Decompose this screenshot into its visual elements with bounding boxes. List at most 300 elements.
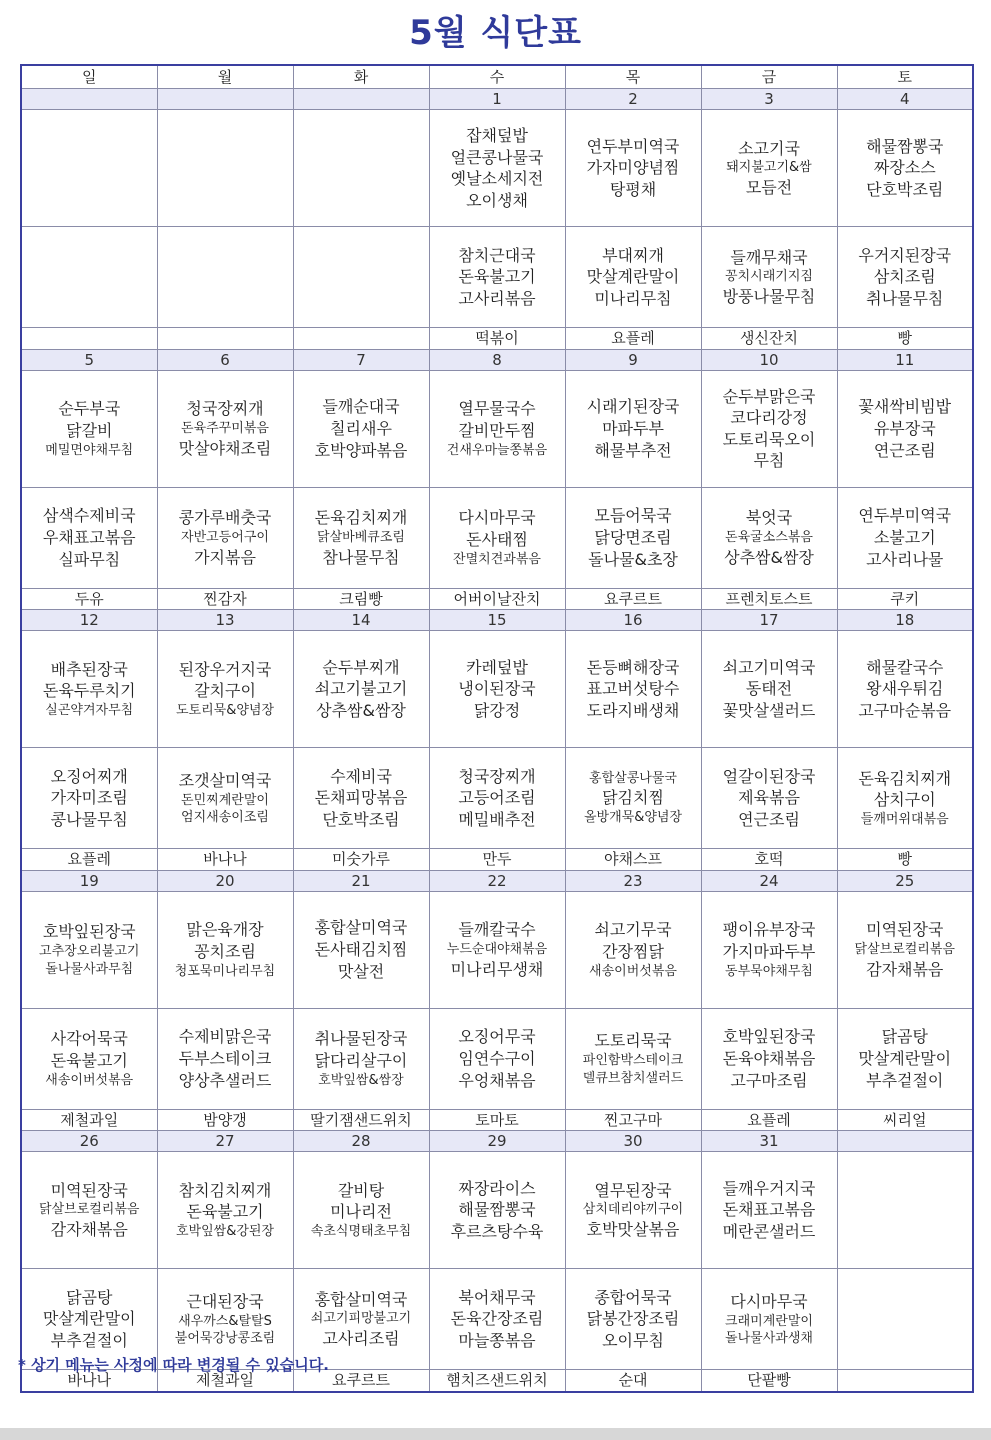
snack-cell <box>157 328 293 349</box>
snack-cell: 햄치즈샌드위치 <box>429 1370 565 1392</box>
meal-calendar-table <box>20 64 974 1393</box>
lunch-row <box>21 110 973 227</box>
snack-cell: 딸기잼샌드위치 <box>293 1109 429 1130</box>
lunch-cell <box>701 110 837 227</box>
menu-item: 들깨머위대볶음 <box>860 812 949 828</box>
snack-cell: 순대 <box>565 1370 701 1392</box>
menu-item: 쇠고기피망불고기 <box>310 1311 412 1327</box>
menu-item: 취나물된장국 <box>314 1029 408 1049</box>
lunch-cell <box>293 110 429 227</box>
menu-item: 불어묵강낭콩조림 <box>174 1331 276 1347</box>
dinner-cell <box>429 227 565 328</box>
menu-item: 콩가루배춧국 <box>178 508 272 528</box>
menu-item: 오이무침 <box>602 1331 664 1351</box>
dinner-cell <box>21 227 157 328</box>
weekday-header: 금 <box>701 65 837 89</box>
menu-item: 우거지된장국 <box>858 245 952 265</box>
date-row <box>21 349 973 370</box>
snack-cell: 요플레 <box>701 1109 837 1130</box>
menu-item: 호박맛살볶음 <box>586 1220 680 1240</box>
date-cell: 21 <box>293 870 429 891</box>
menu-item: 메란콘샐러드 <box>722 1222 816 1242</box>
menu-item: 가지마파두부 <box>722 941 816 961</box>
date-cell <box>157 89 293 110</box>
menu-item: 두부스테이크 <box>178 1048 272 1068</box>
lunch-cell <box>21 631 157 748</box>
lunch-cell <box>565 631 701 748</box>
dinner-cell <box>21 1008 157 1109</box>
menu-item: 닭당면조림 <box>594 527 672 547</box>
menu-item: 맑은육개장 <box>186 920 264 940</box>
menu-item: 꽁치시래기지짐 <box>725 269 813 285</box>
menu-item: 메밀배추전 <box>458 810 536 830</box>
menu-item: 잡채덮밥 <box>466 126 528 146</box>
menu-item: 갈치구이 <box>194 681 256 701</box>
menu-item: 수제비국 <box>330 766 392 786</box>
snack-cell: 생신잔치 <box>701 328 837 349</box>
snack-cell: 토마토 <box>429 1109 565 1130</box>
lunch-row <box>21 891 973 1008</box>
dinner-row <box>21 748 973 849</box>
menu-item: 콩나물무침 <box>50 810 128 830</box>
snack-cell: 빵 <box>837 849 973 870</box>
menu-item: 실곤약겨자무침 <box>45 703 134 719</box>
snack-cell: 요쿠르트 <box>565 588 701 609</box>
dinner-cell <box>157 1008 293 1109</box>
lunch-row <box>21 370 973 487</box>
dinner-cell <box>157 227 293 328</box>
snack-cell <box>21 328 157 349</box>
menu-item: 델큐브참치샐러드 <box>582 1070 684 1086</box>
menu-item: 양상추샐러드 <box>178 1070 272 1090</box>
snack-cell: 만두 <box>429 849 565 870</box>
snack-cell <box>837 1370 973 1392</box>
dinner-cell <box>701 1269 837 1370</box>
lunch-cell <box>157 1152 293 1269</box>
lunch-row <box>21 631 973 748</box>
menu-item: 참치근대국 <box>458 245 536 265</box>
snack-cell <box>293 328 429 349</box>
menu-item: 부추겉절이 <box>50 1331 128 1351</box>
menu-item: 크래미계란말이 <box>725 1313 813 1329</box>
snack-row <box>21 1109 973 1130</box>
menu-item: 들깨순대국 <box>322 397 400 417</box>
menu-item: 연두부미역국 <box>586 136 680 156</box>
snack-cell: 밤양갱 <box>157 1109 293 1130</box>
menu-item: 왕새우튀김 <box>866 679 944 699</box>
menu-item: 상추쌈&쌈장 <box>316 701 406 721</box>
menu-item: 칠리새우 <box>330 418 392 438</box>
dinner-cell <box>701 748 837 849</box>
menu-item: 닭살바베큐조림 <box>317 529 405 545</box>
menu-item: 소불고기 <box>873 527 936 547</box>
menu-item: 상추쌈&쌈장 <box>724 547 814 567</box>
menu-item: 도토리묵오이 <box>722 429 816 449</box>
lunch-cell <box>157 370 293 487</box>
menu-item: 사각어묵국 <box>50 1029 128 1049</box>
date-row <box>21 89 973 110</box>
date-cell: 14 <box>293 610 429 631</box>
menu-item: 돈등뼈해장국 <box>586 657 680 677</box>
lunch-cell <box>21 891 157 1008</box>
menu-item: 카레덮밥 <box>466 657 528 677</box>
menu-item: 들깨우거지국 <box>722 1178 816 1198</box>
menu-item: 꽃새싹비빔밥 <box>858 397 952 417</box>
date-cell: 24 <box>701 870 837 891</box>
menu-item: 돈육두루치기 <box>42 681 136 701</box>
lunch-cell <box>293 1152 429 1269</box>
menu-item: 누드순대야채볶음 <box>446 941 548 957</box>
menu-item: 짜장소스 <box>873 158 936 178</box>
date-cell: 15 <box>429 610 565 631</box>
menu-item: 호박잎쌈&강된장 <box>175 1224 275 1240</box>
lunch-cell <box>429 891 565 1008</box>
snack-cell: 찐감자 <box>157 588 293 609</box>
menu-item: 된장우거지국 <box>178 659 272 679</box>
menu-item: 청국장찌개 <box>458 766 536 786</box>
menu-item: 해물칼국수 <box>866 657 944 677</box>
menu-item: 참나물무침 <box>322 547 400 567</box>
snack-cell: 크림빵 <box>293 588 429 609</box>
snack-cell: 씨리얼 <box>837 1109 973 1130</box>
date-cell: 18 <box>837 610 973 631</box>
lunch-cell <box>429 370 565 487</box>
lunch-cell <box>429 1152 565 1269</box>
menu-item: 청포묵미나리무침 <box>174 963 276 979</box>
snack-cell: 요플레 <box>565 328 701 349</box>
dinner-cell <box>837 748 973 849</box>
dinner-cell <box>21 748 157 849</box>
menu-item: 시래기된장국 <box>586 397 680 417</box>
menu-item: 동부묵야채무침 <box>725 963 813 979</box>
date-cell: 12 <box>21 610 157 631</box>
lunch-cell <box>157 891 293 1008</box>
lunch-cell <box>837 631 973 748</box>
menu-item: 도토리묵국 <box>594 1031 672 1051</box>
weekday-header: 월 <box>157 65 293 89</box>
menu-item: 삼색수제비국 <box>42 506 136 526</box>
menu-item: 북어채무국 <box>458 1287 536 1307</box>
menu-item: 미나리무침 <box>594 289 672 309</box>
menu-item: 수제비맑은국 <box>178 1027 272 1047</box>
date-cell: 20 <box>157 870 293 891</box>
menu-item: 열무된장국 <box>594 1180 672 1200</box>
menu-item: 가자미조림 <box>50 788 128 808</box>
menu-item: 돈육불고기 <box>186 1202 264 1222</box>
menu-item: 돈사태찜 <box>466 529 528 549</box>
menu-item: 엄지새송이조림 <box>181 810 269 826</box>
menu-item: 돈육불고기 <box>458 267 536 287</box>
page-title: 5월 식단표 <box>409 13 582 53</box>
dinner-cell <box>565 1269 701 1370</box>
dinner-row <box>21 1008 973 1109</box>
lunch-cell <box>837 891 973 1008</box>
weekday-header: 화 <box>293 65 429 89</box>
date-cell: 8 <box>429 349 565 370</box>
menu-item: 돈육주꾸미볶음 <box>181 420 269 436</box>
menu-item: 청국장찌개 <box>186 399 264 419</box>
menu-item: 꽁치조림 <box>194 941 256 961</box>
lunch-cell <box>21 1152 157 1269</box>
menu-item: 올방개묵&양념장 <box>583 810 683 826</box>
meal-calendar-body <box>21 65 973 1392</box>
menu-item: 돈사태김치찜 <box>314 939 408 959</box>
menu-item: 돌나물&초장 <box>588 549 678 569</box>
menu-item: 닭다리살구이 <box>314 1050 408 1070</box>
menu-item: 자반고등어구이 <box>181 529 269 545</box>
dinner-cell <box>429 487 565 588</box>
menu-item: 닭곰탕 <box>66 1287 113 1307</box>
menu-item: 돈민찌계란말이 <box>181 792 269 808</box>
snack-cell: 쿠키 <box>837 588 973 609</box>
menu-item: 고사리조림 <box>322 1329 400 1349</box>
snack-cell: 요쿠르트 <box>293 1370 429 1392</box>
menu-item: 짜장라이스 <box>458 1178 536 1198</box>
snack-cell: 프렌치토스트 <box>701 588 837 609</box>
menu-item: 고사리나물 <box>866 549 944 569</box>
menu-item: 호박잎된장국 <box>42 922 136 942</box>
menu-item: 맛살전 <box>337 961 385 981</box>
lunch-cell <box>565 1152 701 1269</box>
menu-item: 북엇국 <box>745 508 793 528</box>
snack-cell: 찐고구마 <box>565 1109 701 1130</box>
menu-item: 돌나물사과무침 <box>45 961 134 977</box>
menu-item: 순두부맑은국 <box>722 386 816 406</box>
date-cell: 9 <box>565 349 701 370</box>
menu-item: 맛살계란말이 <box>586 267 680 287</box>
weekday-header: 수 <box>429 65 565 89</box>
weekday-header-row <box>21 65 973 89</box>
menu-item: 해물짬뽕국 <box>458 1200 536 1220</box>
menu-item: 미나리전 <box>330 1202 392 1222</box>
lunch-cell <box>157 631 293 748</box>
date-cell: 31 <box>701 1131 837 1152</box>
menu-item: 돈육굴소스볶음 <box>725 529 813 545</box>
snack-cell: 제철과일 <box>21 1109 157 1130</box>
menu-item: 돼지불고기&쌈 <box>726 160 812 176</box>
date-row <box>21 1131 973 1152</box>
menu-item: 고사리볶음 <box>458 289 536 309</box>
menu-item: 표고버섯탕수 <box>586 679 680 699</box>
menu-item: 후르츠탕수육 <box>450 1222 544 1242</box>
dinner-row <box>21 487 973 588</box>
menu-item: 연두부미역국 <box>858 506 952 526</box>
dinner-cell <box>701 1008 837 1109</box>
menu-item: 연근조림 <box>873 440 936 460</box>
menu-item: 무침 <box>753 451 785 471</box>
menu-item: 우채표고볶음 <box>42 527 136 547</box>
menu-item: 열무물국수 <box>458 399 536 419</box>
menu-item: 조갯살미역국 <box>178 770 272 790</box>
menu-item: 소고기국 <box>738 138 800 158</box>
snack-cell: 바나나 <box>21 1370 157 1392</box>
menu-item: 홍합살콩나물국 <box>589 770 677 786</box>
lunch-cell <box>701 891 837 1008</box>
menu-item: 해물짬뽕국 <box>866 136 944 156</box>
menu-item: 탕평채 <box>609 180 657 200</box>
dinner-cell <box>701 227 837 328</box>
menu-item: 맛살계란말이 <box>42 1309 136 1329</box>
lunch-cell <box>565 110 701 227</box>
menu-item: 해물부추전 <box>594 440 672 460</box>
lunch-cell <box>837 110 973 227</box>
menu-item: 갈비만두찜 <box>458 420 536 440</box>
menu-item: 새우까스&탈탈S <box>178 1313 272 1329</box>
date-cell: 7 <box>293 349 429 370</box>
dinner-cell <box>293 1008 429 1109</box>
menu-item: 실파무침 <box>58 549 121 569</box>
date-cell: 10 <box>701 349 837 370</box>
date-cell: 26 <box>21 1131 157 1152</box>
menu-item: 고구마순볶음 <box>858 701 952 721</box>
snack-cell: 바나나 <box>157 849 293 870</box>
menu-item: 고추장오리불고기 <box>39 944 140 959</box>
dinner-cell <box>837 1008 973 1109</box>
snack-cell: 요플레 <box>21 849 157 870</box>
menu-item: 꽃맛살샐러드 <box>722 701 816 721</box>
menu-item: 닭김치찜 <box>602 788 664 808</box>
menu-item: 냉이된장국 <box>458 679 536 699</box>
dinner-cell <box>429 748 565 849</box>
lunch-cell <box>21 110 157 227</box>
date-cell: 2 <box>565 89 701 110</box>
lunch-cell <box>701 1152 837 1269</box>
menu-item: 호박잎쌈&쌈장 <box>318 1072 404 1088</box>
date-cell: 22 <box>429 870 565 891</box>
weekday-header: 목 <box>565 65 701 89</box>
menu-item: 옛날소세지전 <box>450 169 544 189</box>
snack-cell: 빵 <box>837 328 973 349</box>
menu-item: 감자채볶음 <box>866 959 944 979</box>
menu-item: 미역된장국 <box>866 920 944 940</box>
date-cell <box>837 1131 973 1152</box>
lunch-cell <box>701 370 837 487</box>
menu-item: 고등어조림 <box>458 788 536 808</box>
menu-item: 유부장국 <box>873 418 936 438</box>
date-cell: 3 <box>701 89 837 110</box>
menu-item: 갈비탕 <box>337 1180 385 1200</box>
dinner-cell <box>837 487 973 588</box>
date-cell: 1 <box>429 89 565 110</box>
date-cell: 5 <box>21 349 157 370</box>
menu-item: 참치김치찌개 <box>178 1180 272 1200</box>
date-cell: 23 <box>565 870 701 891</box>
snack-row <box>21 588 973 609</box>
menu-item: 돈육김치찌개 <box>858 768 952 788</box>
lunch-cell <box>429 110 565 227</box>
lunch-row <box>21 1152 973 1269</box>
snack-cell: 단팥빵 <box>701 1370 837 1392</box>
date-cell: 4 <box>837 89 973 110</box>
menu-item: 얼갈이된장국 <box>722 766 816 786</box>
dinner-cell <box>565 748 701 849</box>
lunch-cell <box>293 891 429 1008</box>
dinner-cell <box>293 748 429 849</box>
date-cell: 29 <box>429 1131 565 1152</box>
menu-item: 닭살브로컬리볶음 <box>854 941 955 957</box>
menu-item: 도라지배생채 <box>586 701 680 721</box>
date-cell <box>21 89 157 110</box>
menu-item: 가자미양념찜 <box>586 158 680 178</box>
menu-item: 오징어무국 <box>458 1027 536 1047</box>
menu-item: 메밀면야채무침 <box>45 442 134 458</box>
dinner-cell <box>157 748 293 849</box>
date-cell: 13 <box>157 610 293 631</box>
menu-item: 닭곰탕 <box>881 1027 928 1047</box>
date-cell: 28 <box>293 1131 429 1152</box>
menu-item: 근대된장국 <box>186 1291 264 1311</box>
menu-item: 배추된장국 <box>50 659 128 679</box>
change-notice: * 상기 메뉴는 사정에 따라 변경될 수 있습니다. <box>18 1356 329 1374</box>
menu-item: 홍합살미역국 <box>314 1289 408 1309</box>
menu-item: 단호박조림 <box>322 810 400 830</box>
lunch-cell <box>293 631 429 748</box>
menu-item: 호박잎된장국 <box>722 1027 816 1047</box>
menu-item: 맛살야채조림 <box>178 438 272 458</box>
snack-cell: 제철과일 <box>157 1370 293 1392</box>
menu-item: 임연수구이 <box>458 1048 536 1068</box>
menu-item: 오징어찌개 <box>50 766 128 786</box>
menu-item: 얼큰콩나물국 <box>450 147 544 167</box>
snack-cell: 두유 <box>21 588 157 609</box>
menu-item: 닭살브로컬리볶음 <box>39 1202 140 1218</box>
dinner-cell <box>565 487 701 588</box>
snack-cell: 호떡 <box>701 849 837 870</box>
menu-item: 취나물무침 <box>866 289 944 309</box>
date-row <box>21 870 973 891</box>
snack-row <box>21 849 973 870</box>
lunch-cell <box>837 370 973 487</box>
menu-item: 삼치데리야끼구이 <box>582 1202 684 1218</box>
date-cell: 27 <box>157 1131 293 1152</box>
date-cell: 11 <box>837 349 973 370</box>
menu-item: 감자채볶음 <box>50 1220 128 1240</box>
menu-item: 고구마조림 <box>730 1070 808 1090</box>
menu-item: 오이생채 <box>466 190 528 210</box>
dinner-cell <box>429 1269 565 1370</box>
menu-item: 마파두부 <box>602 418 664 438</box>
date-row <box>21 610 973 631</box>
menu-item: 돈육김치찌개 <box>314 508 408 528</box>
snack-cell: 어버이날잔치 <box>429 588 565 609</box>
menu-item: 쇠고기무국 <box>594 920 672 940</box>
lunch-cell <box>429 631 565 748</box>
menu-item: 팽이유부장국 <box>722 920 816 940</box>
date-cell: 17 <box>701 610 837 631</box>
menu-item: 순두부찌개 <box>322 657 400 677</box>
menu-item: 다시마무국 <box>730 1291 808 1311</box>
dinner-cell <box>837 1269 973 1370</box>
lunch-cell <box>701 631 837 748</box>
dinner-cell <box>565 1008 701 1109</box>
menu-item: 연근조림 <box>738 810 800 830</box>
menu-item: 삼치구이 <box>873 790 936 810</box>
menu-item: 단호박조림 <box>866 180 944 200</box>
weekday-header: 일 <box>21 65 157 89</box>
menu-item: 모듬전 <box>745 178 793 198</box>
menu-item: 모듬어묵국 <box>594 506 672 526</box>
dinner-cell <box>565 227 701 328</box>
dinner-cell <box>157 487 293 588</box>
lunch-cell <box>837 1152 973 1269</box>
date-cell <box>293 89 429 110</box>
menu-item: 코다리강정 <box>730 408 808 428</box>
menu-item: 다시마무국 <box>458 508 536 528</box>
lunch-cell <box>21 370 157 487</box>
menu-item: 홍합살미역국 <box>314 918 408 938</box>
menu-item: 부대찌개 <box>602 245 664 265</box>
dinner-cell <box>21 487 157 588</box>
